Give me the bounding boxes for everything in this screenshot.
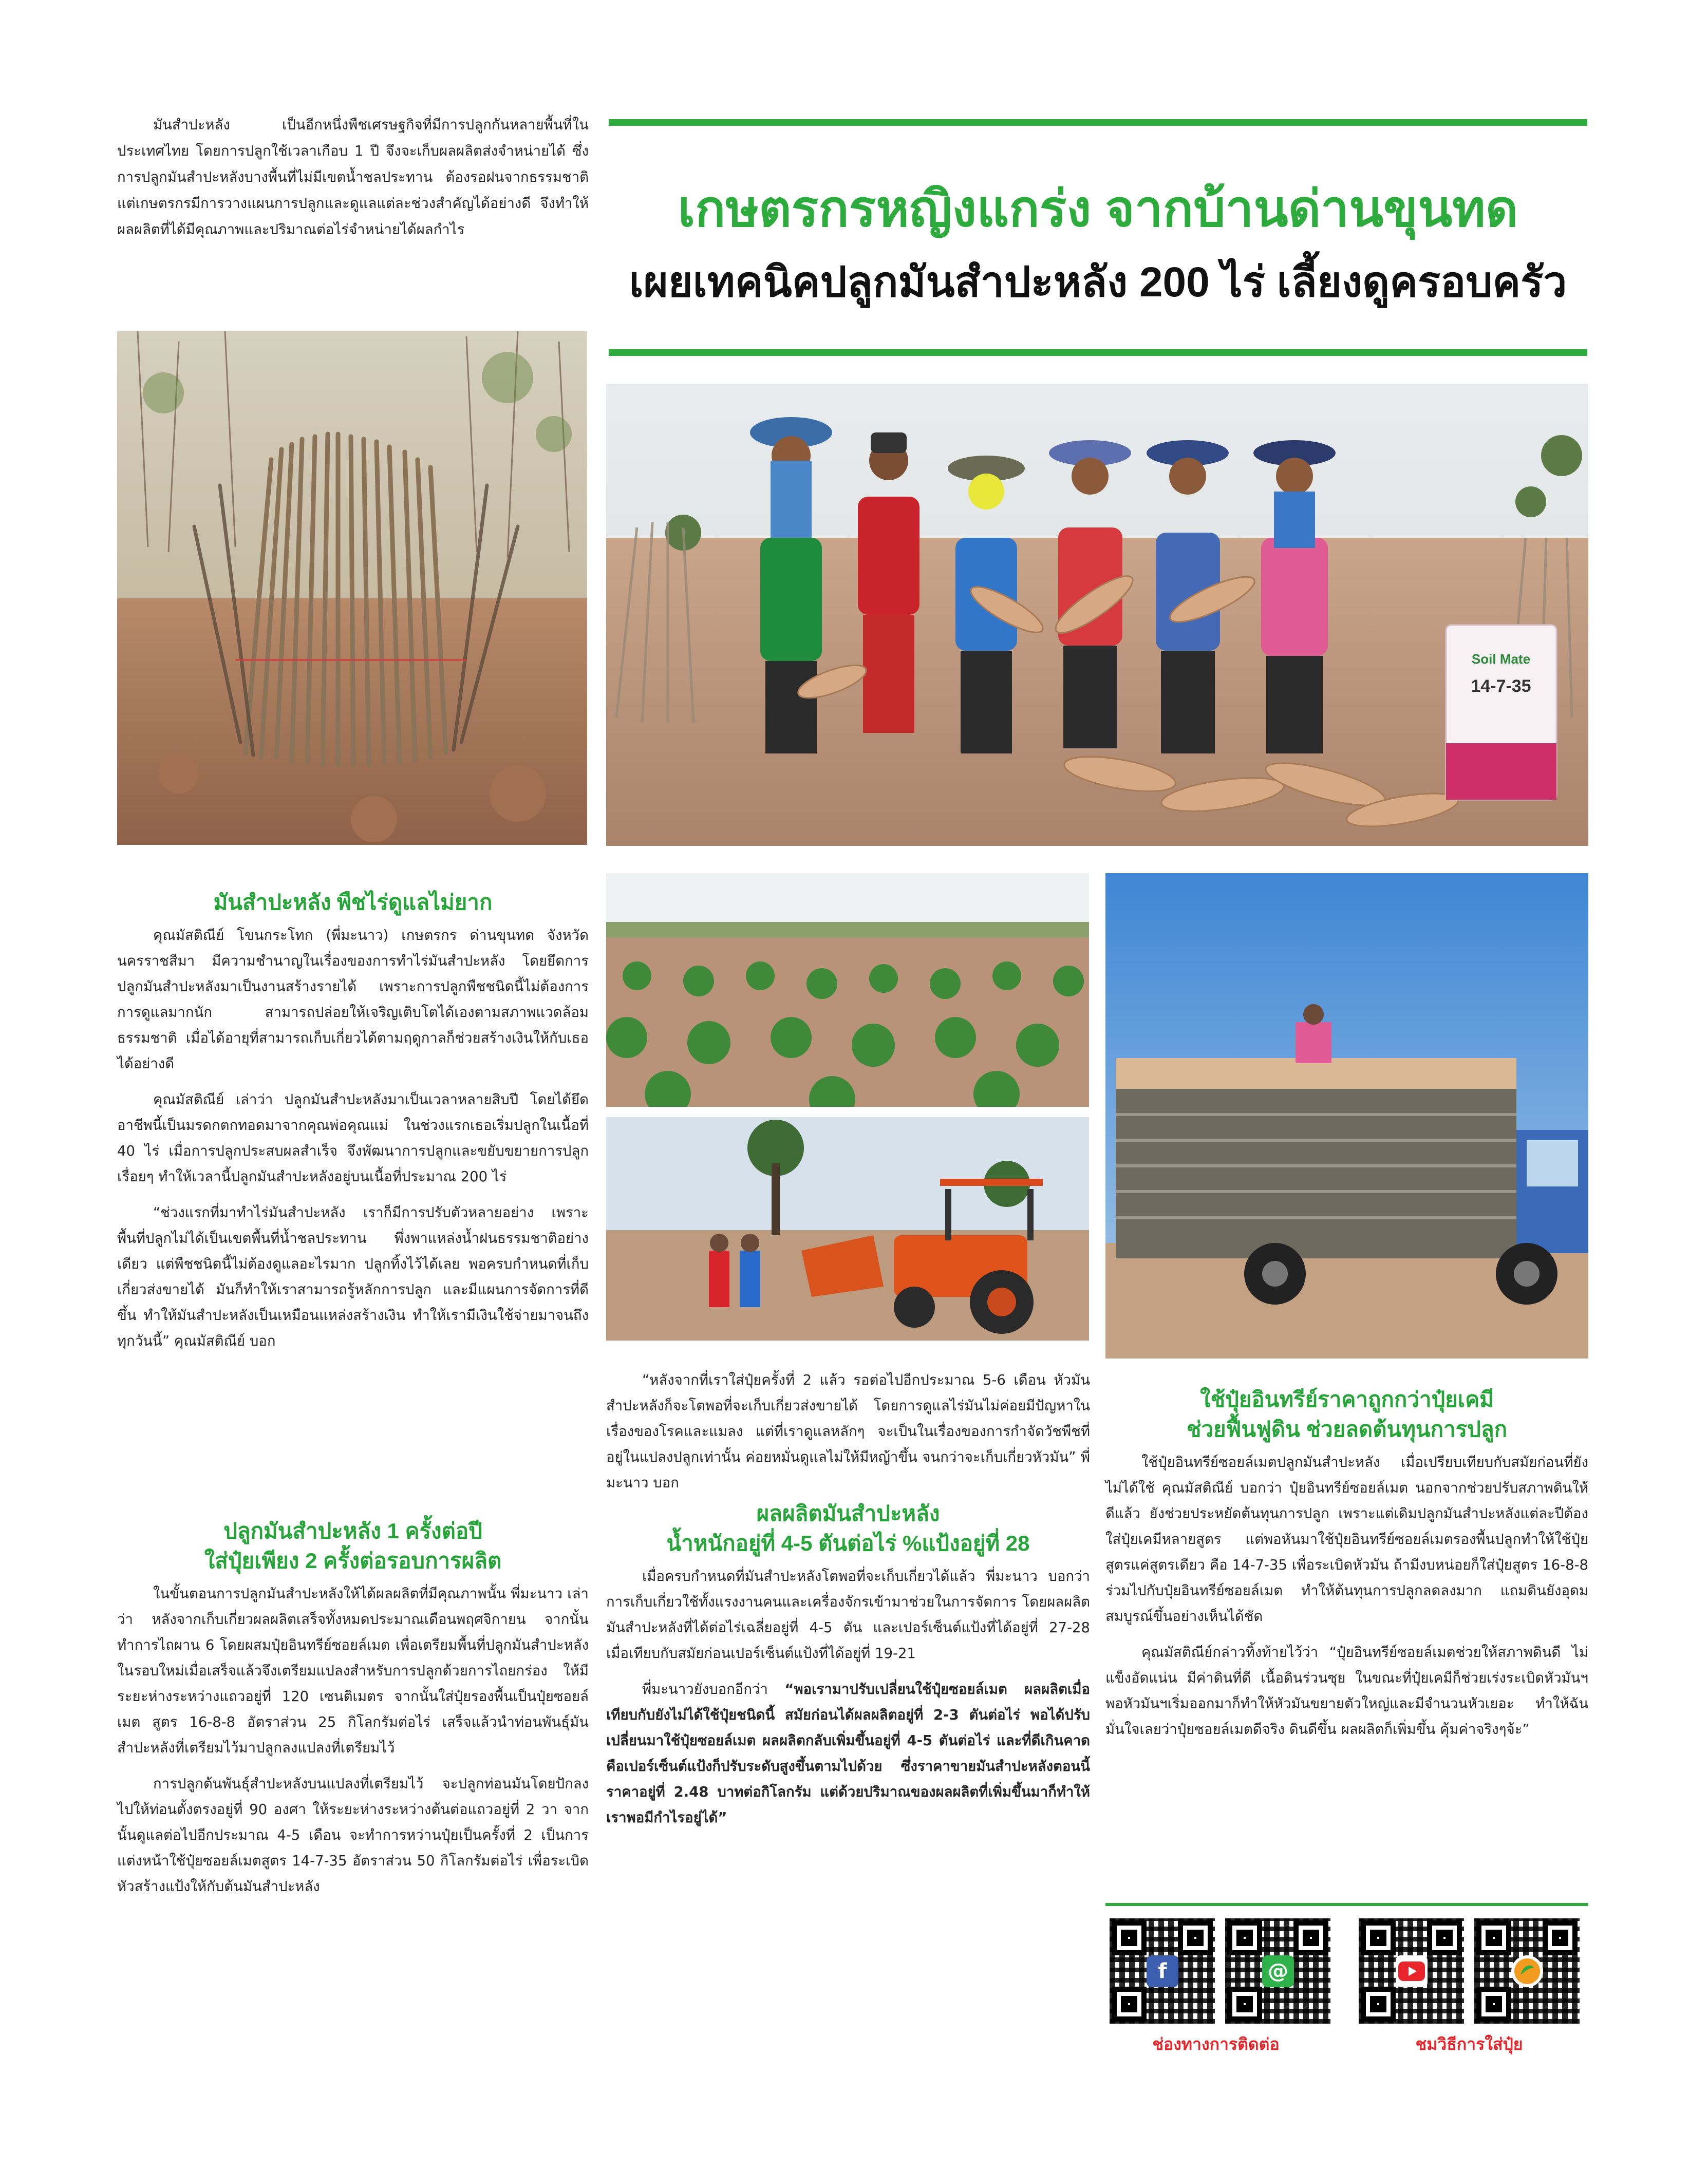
section1-paragraph-3: “ช่วงแรกที่มาทำไร่มันสำปะหลัง เราก็มีการปรับตัวหลายอย่าง เพราะพื้นที่ปลูกไม่ได้เป็นเขตพื้นที่น้ำชลประทาน พึ่งพาแหล่งน้ำฝนธรรมชาติอย่างเดียว แต่พืชชนิดนี้ไม่ต้องดูแลอะไรมาก ปลูกทิ้งไว้ได้เลย พอครบกำหนดที่เก็บเกี่ยวส่งขายได้ มันก็ทำให้เราสามารถรู้หลักการปลูก และมีแผนการจัดการที่ดีขึ้น ทำให้มันสำปะหลังเป็นเหมือนแหล่งสร้างเงิน ทำให้เรามีเงินใช้จ่ายมาจนถึงทุกวันนี้” คุณมัสติณีย์ บอก — [117, 1204, 589, 1349]
section1-paragraph-2: คุณมัสติณีย์ เล่าว่า ปลูกมันสำปะหลังมาเป็นเวลาหลายสิบปี โดยได้ยึดอาชีพนี้เป็นมรดกตกทอดมาจากคุณพ่อคุณแม่ ในช่วงแรกเธอเริ่มปลูกในเนื้อที่ 40 ไร่ เมื่อการปลูกประสบผลสำเร็จ จึงพัฒนาการปลูกและขยับขยายการปลูกเรื่อยๆ ทำให้เวลานี้ปลูกมันสำปะหลังอยู่บนเนื้อที่ประมาณ 200 ไร่ — [117, 1091, 589, 1185]
section4-paragraph-2: คุณมัสติณีย์กล่าวทิ้งท้ายไว้ว่า “ปุ๋ยอินทรีย์ซอยล์เมตช่วยให้สภาพดินดี ไม่แข็งอัดแน่น มีค่าดินที่ดี เนื้อดินร่วนซุย ในขณะที่ปุ๋ยเคมีก็ช่วยเร่งระเบิดหัวมันฯ พอหัวมันฯเริ่มออกมาก็ทำให้หัวมันขยายตัวใหญ่และมีจำนวนหัวเยอะ ทำให้ฉันมั่นใจเลยว่าปุ๋ยซอยล์เมตดีจริง ดินดีขึ้น ผลผลิตก็เพิ่มขึ้น คุ้มค่าจริงๆจ้ะ” — [1105, 1644, 1588, 1738]
qr-finder-icon — [1293, 1920, 1328, 1955]
qr-finder-icon — [1361, 1987, 1396, 2022]
section1-heading: มันสำปะหลัง พืชไร่ดูแลไม่ยาก — [213, 890, 493, 914]
headline-line-2: เผยเทคนิคปลูกมันสำปะหลัง 200 ไร่ เลี้ยงดูครอบครัว — [629, 259, 1567, 306]
section4-heading-1: ใช้ปุ๋ยอินทรีย์ราคาถูกกว่าปุ๋ยเคมี — [1200, 1387, 1494, 1411]
contact-channels-label[interactable]: ช่องทางการติดต่อ — [1152, 2035, 1280, 2053]
facebook-icon: f — [1147, 1955, 1178, 1987]
section1-paragraph-1: คุณมัสติณีย์ โขนกระโทก (พี่มะนาว) เกษตรกร ด่านขุนทด จังหวัดนครราชสีมา มีความชำนาญในเรื่องของการทำไร่มันสำปะหลัง โดยยึดการปลูกมันสำปะหลังมาเป็นงานสร้างรายได้ เพราะการปลูกพืชชนิดนี้ไม่ต้องการการดูแลมากนัก สามารถปล่อยให้เจริญเติบโตได้เองตามสภาพแวดล้อมธรรมชาติ เมื่อได้อายุที่สามารถเก็บเกี่ยวได้ตามฤดูกาลก็ช่วยสร้างเงินให้กับเธอได้อย่างดี — [117, 927, 589, 1072]
section3 — [606, 1367, 1090, 1831]
section3-heading-1: ผลผลิตมันสำปะหลัง — [756, 1501, 940, 1525]
section3-heading-2: น้ำหนักอยู่ที่ 4-5 ตันต่อไร่ %แป้งอยู่ที่ 28 — [666, 1531, 1030, 1555]
qr-finder-icon — [1227, 1920, 1262, 1955]
section2 — [117, 1516, 589, 1899]
qr-finder-icon — [1112, 1920, 1147, 1955]
qr-finder-icon — [1178, 1920, 1213, 1955]
section4-heading-2: ช่วยฟื้นฟูดิน ช่วยลดต้นทุนการปลูก — [1186, 1417, 1508, 1441]
section2-paragraph-1: ในขั้นตอนการปลูกมันสำปะหลังให้ได้ผลผลิตที่มีคุณภาพนั้น พี่มะนาว เล่าว่า หลังจากเก็บเกี่ยวผลผลิตเสร็จทั้งหมดประมาณเดือนพฤศจิกายน จากนั้นทำการไถผาน 6 โดยผสมปุ๋ยอินทรีย์ซอยล์เมต เพื่อเตรียมพื้นที่ปลูกมันสำปะหลังในรอบใหม่เมื่อเสร็จแล้วจึงเตรียมแปลงสำหรับการปลูกด้วยการไถยกร่อง ให้มีระยะห่างระหว่างแถวอยู่ที่ 120 เซนติเมตร จากนั้นใส่ปุ๋ยรองพื้นเป็นปุ๋ยซอยล์เมต สูตร 16-8-8 อัตราส่วน 25 กิโลกรัมต่อไร่ เสร็จแล้วนำท่อนพันธุ์มันสำปะหลังที่เตรียมไว้มาปลูกลงแปลงที่เตรียมไว้ — [117, 1586, 589, 1756]
cassava-stems-photo — [117, 331, 587, 845]
section1 — [117, 888, 589, 1354]
section3-paragraph-2-lead: พี่มะนาวยังบอกอีกว่า — [642, 1681, 785, 1698]
line-qr-code[interactable] — [1225, 1918, 1330, 2024]
section3-paragraph-1: เมื่อครบกำหนดที่มันสำปะหลังโตพอที่จะเก็บเกี่ยวได้แล้ว พี่มะนาว บอกว่า การเก็บเกี่ยวใช้ทั้งแรงงานคนและเครื่องจักรเข้ามาช่วยในการจัดการ โดยผลผลิตมันสำปะหลังที่ได้ต่อไร่เฉลี่ยอยู่ที่ 4-5 ตัน และเปอร์เซ็นต์แป้งที่ได้อยู่ที่ 27-28 เมื่อเทียบกับสมัยก่อนเปอร์เซ็นต์แป้งที่ได้อยู่ที่ 19-21 — [606, 1568, 1090, 1662]
line-icon: @ — [1262, 1955, 1294, 1987]
qr-finder-icon — [1476, 1920, 1511, 1955]
qr-finder-icon — [1112, 1987, 1147, 2022]
section3-paragraph-2 — [606, 1676, 1090, 1831]
section2-heading-1: ปลูกมันสำปะหลัง 1 ครั้งต่อปี — [223, 1519, 482, 1543]
youtube-icon — [1396, 1955, 1428, 1987]
fertilizer-guide-qr-code[interactable] — [1474, 1918, 1580, 2024]
tractor-harvest-photo — [606, 1117, 1089, 1341]
qr-finder-icon — [1476, 1987, 1511, 2022]
contact-rule — [1105, 1903, 1588, 1906]
section4 — [1105, 1385, 1588, 1742]
section2-paragraph-2: การปลูกต้นพันธุ์สำปะหลังบนแปลงที่เตรียมไว้ จะปลูกท่อนมันโดยปักลงไปให้ท่อนตั้งตรงอยู่ที่ 90 องศา ให้ระยะห่างระหว่างต้นต่อแถวอยู่ที่ 2 วา จากนั้นดูแลต่อไปอีกประมาณ 4-5 เดือน จะทำการหว่านปุ๋ยเป็นครั้งที่ 2 เป็นการแต่งหน้าใช้ปุ๋ยซอยล์เมตสูตร 14-7-35 อัตราส่วน 50 กิโลกรัมต่อไร่ เพื่อระเบิดหัวสร้างแป้งให้กับต้นมันสำปะหลัง — [117, 1776, 589, 1895]
soil-mate-logo-icon — [1511, 1955, 1543, 1987]
facebook-qr-code[interactable] — [1110, 1918, 1215, 2024]
intro-paragraph: มันสำปะหลัง เป็นอีกหนึ่งพืชเศรษฐกิจที่มีการปลูกกันหลายพื้นที่ในประเทศไทย โดยการปลูกใช้เวลาเกือบ 1 ปี จึงจะเก็บผลผลิตส่งจำหน่ายได้ ซึ่งการปลูกมันสำปะหลังบางพื้นที่ไม่มีเขตน้ำชลประทาน ต้องรอฝนจากธรรมชาติ แต่เกษตรกรมีการวางแผนการปลูกและดูแลแต่ละช่วงสำคัญได้อย่างดี จึงทำให้ผลผลิตที่ได้มีคุณภาพและปริมาณต่อไร่จำหน่ายได้ผลกำไร — [117, 117, 589, 238]
headline-bottom-rule — [609, 349, 1587, 356]
farmers-group-photo — [606, 384, 1588, 846]
qr-finder-icon — [1543, 1920, 1578, 1955]
headline-top-rule — [609, 119, 1587, 126]
youtube-qr-code[interactable] — [1359, 1918, 1464, 2024]
loaded-truck-photo — [1105, 873, 1588, 1359]
fertilizer-bag-brand: Soil Mate — [1471, 651, 1531, 667]
section2-heading-2: ใส่ปุ๋ยเพียง 2 ครั้งต่อรอบการผลิต — [204, 1549, 502, 1573]
section3-quote: “หลังจากที่เราใส่ปุ๋ยครั้งที่ 2 แล้ว รอต่อไปอีกประมาณ 5-6 เดือน หัวมันสำปะหลังก็จะโตพอที่จะเก็บเกี่ยวส่งขายได้ โดยการดูแลไร่มันไม่ค่อยมีปัญหาในเรื่องของโรคและแมลง แต่ที่เราดูแลหลักๆ จะเป็นในเรื่องของการกำจัดวัชพืชที่อยู่ในแปลงปลูกเท่านั้น ค่อยหมั่นดูแลไม่ให้มีหญ้าขึ้น จนกว่าจะเก็บเกี่ยวหัวมัน” พี่มะนาว บอก — [606, 1372, 1090, 1491]
section4-paragraph-1: ใช้ปุ๋ยอินทรีย์ซอยล์เมตปลูกมันสำปะหลัง เมื่อเปรียบเทียบกับสมัยก่อนที่ยังไม่ได้ใช้ คุณมัสติณีย์ บอกว่า ปุ๋ยอินทรีย์ซอยล์เมต นอกจากช่วยปรับสภาพดินให้ดีแล้ว ยังช่วยประหยัดต้นทุนการปลูก เพราะแต่เดิมปลูกมันสำปะหลังแต่ละปีต้องใส่ปุ๋ยเคมีหลายสูตร แต่พอหันมาใช้ปุ๋ยอินทรีย์ซอยล์เมตรองพื้นปลูกทำให้ใช้ปุ๋ยสูตรแค่สูตรเดียว คือ 14-7-35 เพื่อระเบิดหัวมัน ถ้ามีงบหน่อยก็ใส่ปุ๋ยสูตร 16-8-8 ร่วมไปกับปุ๋ยอินทรีย์ซอยล์เมต ทำให้ต้นทุนการปลูกลดลงมาก แถมดินยังอุดมสมบูรณ์ขึ้นอย่างเห็นได้ชัด — [1105, 1454, 1588, 1625]
fertilizer-bag-formula: 14-7-35 — [1471, 676, 1531, 696]
headline-line-1: เกษตรกรหญิงแกร่ง จากบ้านด่านขุนทด — [678, 180, 1518, 237]
intro-block — [117, 112, 589, 243]
cassava-field-photo — [606, 873, 1089, 1107]
section3-paragraph-2-bold: “พอเรามาปรับเปลี่ยนใช้ปุ๋ยซอยล์เมต ผลผลิตเมื่อเทียบกับยังไม่ได้ใช้ปุ๋ยชนิดนี้ สมัยก่อนได้ผลผลิตอยู่ที่ 2-3 ตันต่อไร่ พอได้ปรับเปลี่ยนมาใช้ปุ๋ยซอยล์เมต ผลผลิตกลับเพิ่มขึ้นอยู่ที่ 4-5 ตันต่อไร่ และที่ดีเกินคาดคือเปอร์เซ็นต์แป้งก็ปรับระดับสูงขึ้นตามไปด้วย ซึ่งราคาขายมันสำปะหลังตอนนี้ราคาอยู่ที่ 2.48 บาทต่อกิโลกรัม แต่ด้วยปริมาณของผลผลิตที่เพิ่มขึ้นมาก็ทำให้เราพอมีกำไรอยู่ได้” — [606, 1681, 1090, 1826]
qr-finder-icon — [1427, 1920, 1462, 1955]
qr-finder-icon — [1361, 1920, 1396, 1955]
fertilizer-method-label[interactable]: ชมวิธีการใส่ปุ๋ย — [1415, 2035, 1523, 2053]
qr-finder-icon — [1227, 1987, 1262, 2022]
